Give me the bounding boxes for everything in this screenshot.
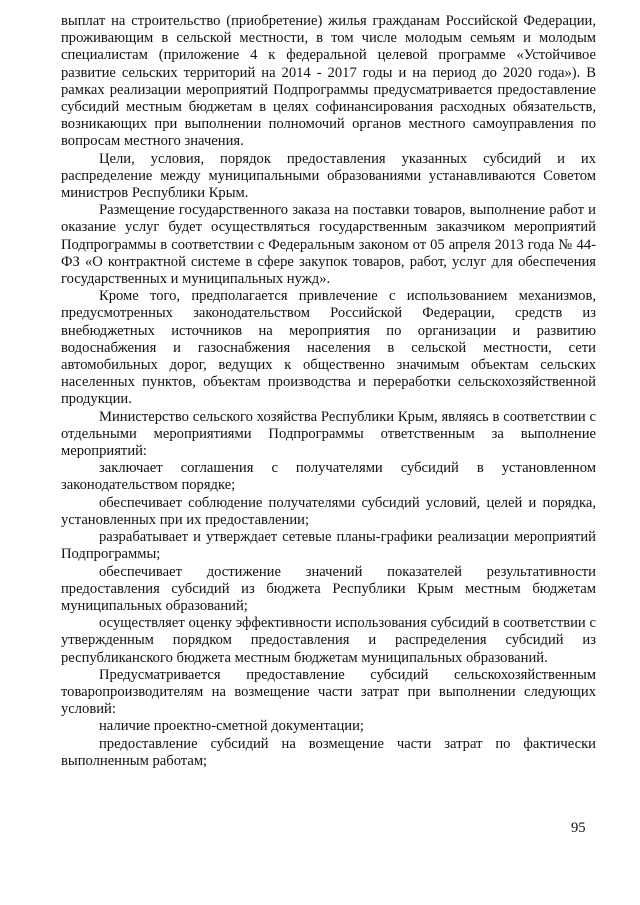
paragraph-continuation: выплат на строительство (приобретение) жилья гражданам Российской Федерации, проживающим в сельской местности, в том числе молодым семьям и молодым специалистам (приложение 4 к федеральной целевой программе «Устойчивое развитие сельских территорий на 2014 - 2017 годы и на период до 2020 года»). В рамках реализации мероприятий Подпрограммы предусматривается предоставление субсидий местным бюджетам в целях софинансирования расходных обязательств, возникающих при выполнении полномочий органов местного самоуправления по вопросам местного значения. bbox=[61, 13, 596, 150]
list-item-schedules: разрабатывает и утверждает сетевые планы-графики реализации мероприятий Подпрограммы; bbox=[61, 529, 596, 563]
paragraph-state-order: Размещение государственного заказа на поставки товаров, выполнение работ и оказание услуг будет осуществляться государственным заказчиком мероприятий Подпрограммы в соответствии с Федеральным законом от 05 апреля 2013 года № 44-ФЗ «О контрактной системе в сфере закупок товаров, работ, услуг для обеспечения государственных и муниципальных нужд». bbox=[61, 202, 596, 288]
document-body bbox=[61, 13, 596, 770]
list-item-agreements: заключает соглашения с получателями субсидий в установленном законодательством порядке; bbox=[61, 460, 596, 494]
list-item-design-documentation: наличие проектно-сметной документации; bbox=[99, 718, 364, 735]
list-item-performance-indicators: обеспечивает достижение значений показателей результативности предоставления субсидий из бюджета Республики Крым местным бюджетам муниципальных образований; bbox=[61, 563, 596, 614]
list-item-efficiency-assessment: осуществляет оценку эффективности использования субсидий в соответствии с утвержденным порядком предоставления и распределения субсидий из республиканского бюджета местным бюджетам муниципальных образований. bbox=[61, 615, 596, 666]
page-number: 95 bbox=[571, 820, 586, 836]
paragraph-extrabudgetary-funds: Кроме того, предполагается привлечение с использованием механизмов, предусмотренных законодательством Российской Федерации, средств из внебюджетных источников на мероприятия по организации и развитию водоснабжения и газоснабжения населения в сельской местности, сети автомобильных дорог, ведущих к общественно значимым объектам сельских населенных пунктов, объектам производства и переработки сельскохозяйственной продукции. bbox=[61, 288, 596, 408]
list-item-compliance: обеспечивает соблюдение получателями субсидий условий, целей и порядка, установленных при их предоставлении; bbox=[61, 494, 596, 528]
paragraph-producer-subsidies: Предусматривается предоставление субсидий сельскохозяйственным товаропроизводителям на возмещение части затрат при выполнении следующих условий: bbox=[61, 666, 596, 718]
paragraph-subsidy-goals: Цели, условия, порядок предоставления указанных субсидий и их распределение между муниципальными образованиями устанавливаются Советом министров Республики Крым. bbox=[61, 150, 596, 202]
paragraph-ministry-responsibilities: Министерство сельского хозяйства Республики Крым, являясь в соответствии с отдельными мероприятиями Подпрограммы ответственным за выполнение мероприятий: bbox=[61, 408, 596, 460]
list-item-cost-reimbursement: предоставление субсидий на возмещение части затрат по фактически выполненным работам; bbox=[61, 735, 596, 769]
